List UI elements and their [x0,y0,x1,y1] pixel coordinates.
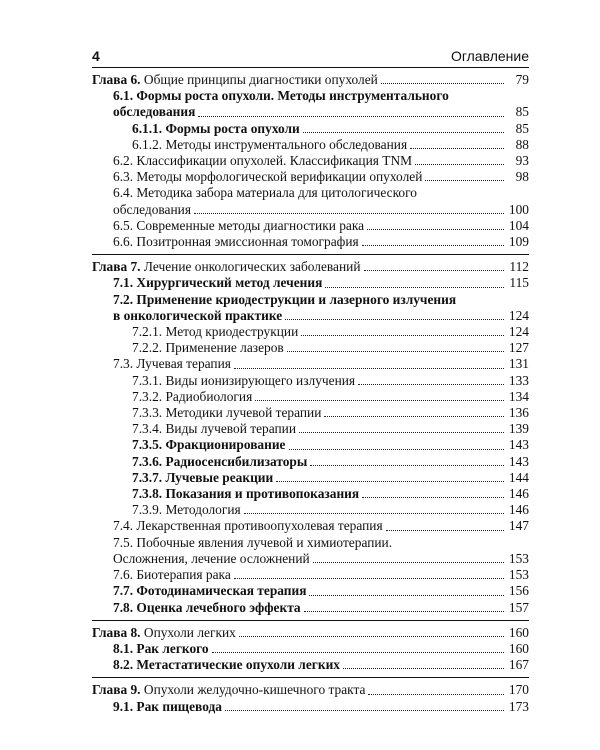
toc-entry-title: обследования [113,104,196,120]
toc-entry [92,72,529,88]
toc-page-number: 136 [508,405,529,421]
toc-entry-title: 7.3.2. Радиобиология [132,388,253,404]
toc-page-number: 85 [515,104,529,120]
toc-entry-title: 7.3.7. Лучевые реакции [132,469,274,485]
toc-entry-title: 8.1. Рак легкого [113,640,209,656]
toc-entry [92,153,529,169]
toc-page-number: 100 [508,201,529,217]
dot-leader [309,595,504,596]
toc-entry-title: 6.1.1. Формы роста опухоли [132,120,300,136]
toc-entry-title: 6.6. Позитронная эмиссионная томография [113,234,359,250]
toc-chapter [92,625,529,679]
toc-chapter [92,72,529,255]
toc-page-number: 85 [515,120,529,136]
dot-leader [386,530,504,531]
toc-entry-title: в онкологической практике [113,307,283,323]
dot-leader [198,116,504,117]
toc-page-number: 144 [508,469,529,485]
toc-entry [92,104,529,120]
chapter-label: Глава 6. [92,72,141,87]
toc-entry [92,137,529,153]
chapter-title: Глава 6. Общие принципы диагностики опухолей [92,72,378,87]
toc-entry [92,202,529,218]
dot-leader [310,465,504,466]
dot-leader [304,611,504,612]
dot-leader [244,513,504,514]
toc-page-number: 109 [508,234,529,250]
toc-entry [92,169,529,185]
toc-entry [92,340,529,356]
toc-page-number: 143 [508,453,529,469]
toc-entry-title: 7.1. Хирургический метод лечения [113,275,323,291]
toc-page-number: 79 [515,72,529,87]
chapter-title: Глава 9. Опухоли желудочно-кишечного тракта [92,682,366,698]
toc-page-number: 157 [508,599,529,615]
toc-entry-title: 7.2.2. Применение лазеров [132,340,284,356]
toc-entry [92,275,529,291]
table-of-contents [92,72,529,723]
toc-page-number: 143 [508,437,529,453]
toc-entry-title: 7.3.1. Виды ионизирующего излучения [132,372,356,388]
dot-leader [234,368,504,369]
toc-entry-title: 7.6. Биотерапия рака [113,567,231,583]
toc-entry [92,405,529,421]
toc-page-number: 112 [509,259,529,275]
dot-leader [324,416,504,417]
running-head [92,42,529,68]
toc-entry-title: 6.3. Методы морфологической верификации опухолей [113,169,423,185]
toc-entry-first-line: 7.5. Побочные явления лучевой и химиотерапии. [113,534,393,550]
toc-page-number: 133 [508,372,529,388]
toc-entry-title: 7.3.3. Методики лучевой терапии [132,405,322,421]
toc-entry [92,234,529,250]
toc-entry-title: 7.3.4. Виды лучевой терапии [132,421,296,437]
toc-entry-title: Осложнения, лечение осложнений [113,550,310,566]
toc-page-number: 146 [508,502,529,518]
toc-entry-first-line: 6.1. Формы роста опухоли. Методы инструментального [113,88,449,104]
toc-entry [92,657,529,673]
dot-leader [362,497,504,498]
chapter-label: Глава 7. [92,259,141,275]
dot-leader [362,245,504,246]
toc-page-number: 104 [508,217,529,233]
chapter-title: Глава 8. Опухоли легких [92,624,236,640]
toc-page-number: 147 [508,518,529,534]
toc-entry-title: 7.3. Лучевая терапия [113,356,231,372]
toc-page-number: 153 [508,567,529,583]
dot-leader [358,384,504,385]
toc-page-number: 134 [508,388,529,404]
toc-entry [92,454,529,470]
dot-leader [410,148,504,149]
toc-entry-title: 6.2. Классификации опухолей. Классификация TNM [113,153,413,169]
toc-entry [92,373,529,389]
toc-entry [92,308,529,324]
toc-page-number: 156 [508,583,529,599]
toc-entry [92,259,529,275]
toc-entry [92,682,529,698]
toc-entry [92,389,529,405]
dot-leader [343,668,504,669]
dot-leader [285,319,504,320]
toc-page-number: 131 [508,356,529,372]
toc-page-number: 124 [508,324,529,340]
dot-leader [364,270,505,271]
page-number: 4 [92,48,100,64]
dot-leader [325,287,504,288]
toc-entry [92,583,529,599]
dot-leader [276,481,504,482]
toc-entry-title: 7.8. Оценка лечебного эффекта [113,599,301,615]
toc-entry-title: 7.7. Фотодинамическая терапия [113,583,307,599]
toc-entry-title: 7.3.8. Показания и противопоказания [132,486,360,502]
toc-entry-first-line: 7.2. Применение криодеструкции и лазерного излучения [113,291,457,307]
toc-entry [92,421,529,437]
toc-page-number: 93 [515,153,529,169]
toc-entry-title: 7.4. Лекарственная противоопухолевая терапия [113,518,383,534]
toc-entry-title: 7.3.6. Радиосенсибилизаторы [132,453,308,469]
toc-entry [92,641,529,657]
toc-entry [92,470,529,486]
toc-entry-title: 6.1.2. Методы инструментального обследования [132,136,408,152]
dot-leader [313,562,504,563]
toc-entry [92,600,529,616]
toc-page-number: 160 [508,624,529,640]
dot-leader [289,449,504,450]
toc-entry-title: 7.3.5. Фракционирование [132,437,286,453]
dot-leader [368,694,504,695]
toc-entry [92,551,529,567]
toc-page-number: 153 [508,550,529,566]
toc-page-number: 167 [508,657,529,673]
toc-page-number: 146 [508,486,529,502]
toc-entry [92,437,529,453]
dot-leader [301,335,504,336]
dot-leader [212,652,504,653]
toc-page-number: 115 [509,275,529,291]
toc-entry [92,218,529,234]
toc-entry-title: 7.3.9. Методология [132,502,241,518]
toc-entry [92,121,529,137]
toc-chapter [92,259,529,620]
toc-page-number: 127 [508,340,529,356]
toc-page-number: 88 [515,136,529,152]
toc-entry-title: 6.5. Современные методы диагностики рака [113,217,365,233]
toc-entry [92,518,529,534]
dot-leader [367,229,504,230]
dot-leader [415,164,504,165]
toc-page-number: 98 [515,169,529,185]
dot-leader [225,710,504,711]
toc-entry [92,324,529,340]
toc-page-number: 160 [508,640,529,656]
toc-entry [92,486,529,502]
dot-leader [287,351,504,352]
dot-leader [303,132,504,133]
dot-leader [194,213,504,214]
toc-entry [92,699,529,715]
toc-entry [92,502,529,518]
dot-leader [425,180,504,181]
toc-entry-title: 7.2.1. Метод криодеструкции [132,324,299,340]
toc-page-number: 173 [508,698,529,714]
chapter-label: Глава 8. [92,624,141,640]
chapter-title: Глава 7. Лечение онкологических заболеваний [92,259,361,275]
toc-page-number: 170 [508,682,529,698]
dot-leader [299,432,504,433]
toc-page-number: 124 [508,307,529,323]
toc-entry-title: 9.1. Рак пищевода [113,698,222,714]
toc-entry [92,567,529,583]
toc-entry-title: 8.2. Метастатические опухоли легких [113,657,340,673]
dot-leader [381,83,504,84]
dot-leader [234,578,504,579]
dot-leader [255,400,504,401]
toc-entry [92,356,529,372]
section-title: Оглавление [450,48,529,64]
toc-entry [92,625,529,641]
dot-leader [239,636,504,637]
toc-page-number: 139 [508,421,529,437]
chapter-label: Глава 9. [92,682,141,698]
toc-chapter [92,682,529,718]
toc-entry-first-line: 6.4. Методика забора материала для цитологического [113,185,417,201]
toc-entry-title: обследования [113,201,191,217]
